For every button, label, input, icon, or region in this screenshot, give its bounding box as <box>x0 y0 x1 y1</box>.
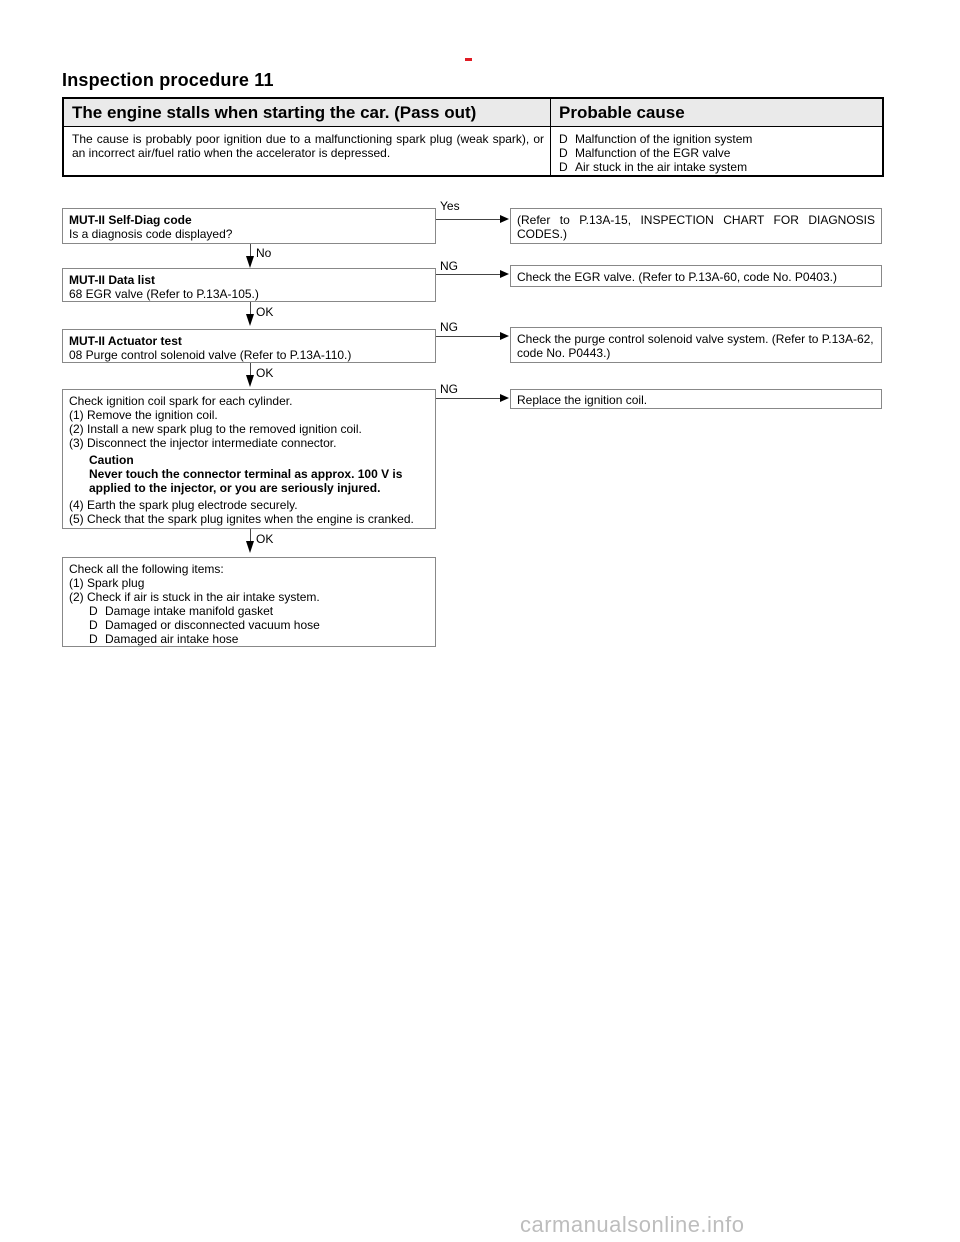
branch-label: OK <box>256 366 274 380</box>
step-line: (4) Earth the spark plug electrode securely. <box>69 498 298 512</box>
cause-item: D Malfunction of the ignition system <box>559 132 753 146</box>
bullet-icon: D <box>89 618 98 632</box>
cause-header-cell <box>551 99 882 127</box>
step-line: Check all the following items: <box>69 562 224 576</box>
result-box-purge-control <box>510 327 882 363</box>
result-text: (Refer to P.13A-15, INSPECTION CHART FOR DIAGNOSIS CODES.) <box>517 213 875 241</box>
arrow-right-icon <box>500 270 509 278</box>
branch-label: OK <box>256 305 274 319</box>
symptom-description-cell <box>64 127 551 175</box>
cause-item: D Air stuck in the air intake system <box>559 160 748 174</box>
result-text: Check the EGR valve. (Refer to P.13A-60, code No. P0403.) <box>517 270 837 284</box>
site-watermark: carmanualsonline.info <box>520 1212 745 1237</box>
bullet-icon: D <box>559 146 568 160</box>
bullet-icon: D <box>559 132 568 146</box>
cause-item: D Malfunction of the EGR valve <box>559 146 731 160</box>
cause-header: Probable cause <box>559 103 685 122</box>
step-title: MUT-II Self-Diag code <box>69 213 192 227</box>
step-final-checks-box <box>62 557 436 647</box>
caution-text: Never touch the connector terminal as approx. 100 V is applied to the injector, or you are seriously injured. <box>89 467 403 495</box>
connector-line <box>436 219 502 220</box>
step-question: 08 Purge control solenoid valve (Refer to P.13A-110.) <box>69 348 352 362</box>
result-box-egr-valve <box>510 265 882 287</box>
step-line: (1) Remove the ignition coil. <box>69 408 218 422</box>
page-heading: Inspection procedure 11 <box>62 70 274 90</box>
connector-line <box>436 398 502 399</box>
step-title: MUT-II Data list <box>69 273 156 287</box>
step-line: (2) Install a new spark plug to the removed ignition coil. <box>69 422 362 436</box>
branch-label: NG <box>440 382 458 396</box>
caution-title: Caution <box>89 453 134 467</box>
branch-label: NG <box>440 320 458 334</box>
arrow-right-icon <box>500 394 509 402</box>
bullet-icon: D <box>89 632 98 646</box>
connector-line <box>436 336 502 337</box>
branch-label: OK <box>256 532 274 546</box>
step-self-diag-box <box>62 208 436 244</box>
bullet-icon: D <box>559 160 568 174</box>
branch-label: NG <box>440 259 458 273</box>
arrow-right-icon <box>500 215 509 223</box>
branch-label: No <box>256 246 272 260</box>
probable-cause-table <box>62 97 884 177</box>
step-ignition-coil-check-box <box>62 389 436 529</box>
branch-label: Yes <box>440 199 460 213</box>
result-text: Replace the ignition coil. <box>517 393 648 407</box>
header-mark <box>465 58 472 61</box>
result-box-diagnosis-codes <box>510 208 882 244</box>
cause-list <box>559 132 752 174</box>
symptom-header: The engine stalls when starting the car. (Pass out) <box>72 103 477 122</box>
arrow-down-icon <box>246 256 254 268</box>
symptom-header-cell <box>64 99 551 127</box>
check-item: D Damage intake manifold gasket <box>89 604 274 618</box>
step-actuator-test-box <box>62 329 436 363</box>
check-item: D Damaged air intake hose <box>89 632 239 646</box>
caution-block <box>69 453 429 495</box>
step-line: (5) Check that the spark plug ignites when the engine is cranked. <box>69 512 414 526</box>
connector-line <box>436 274 502 275</box>
arrow-down-icon <box>246 375 254 387</box>
bullet-icon: D <box>89 604 98 618</box>
result-box-replace-coil <box>510 389 882 409</box>
arrow-right-icon <box>500 332 509 340</box>
step-question: Is a diagnosis code displayed? <box>69 227 233 241</box>
step-title: MUT-II Actuator test <box>69 334 182 348</box>
arrow-down-icon <box>246 314 254 326</box>
step-line: Check ignition coil spark for each cylinder. <box>69 394 293 408</box>
step-data-list-box <box>62 268 436 302</box>
step-line: (2) Check if air is stuck in the air intake system. <box>69 590 320 604</box>
check-item: D Damaged or disconnected vacuum hose <box>89 618 320 632</box>
cause-list-cell <box>551 127 882 175</box>
arrow-down-icon <box>246 541 254 553</box>
step-question: 68 EGR valve (Refer to P.13A-105.) <box>69 287 259 301</box>
result-text: Check the purge control solenoid valve system. (Refer to P.13A-62, code No. P0443.) <box>517 332 874 360</box>
step-line: (3) Disconnect the injector intermediate connector. <box>69 436 337 450</box>
symptom-description: The cause is probably poor ignition due to a malfunctioning spark plug (weak spark), or an incorrect air/fuel ratio when the accelerator is depressed. <box>72 132 544 160</box>
step-line: (1) Spark plug <box>69 576 145 590</box>
